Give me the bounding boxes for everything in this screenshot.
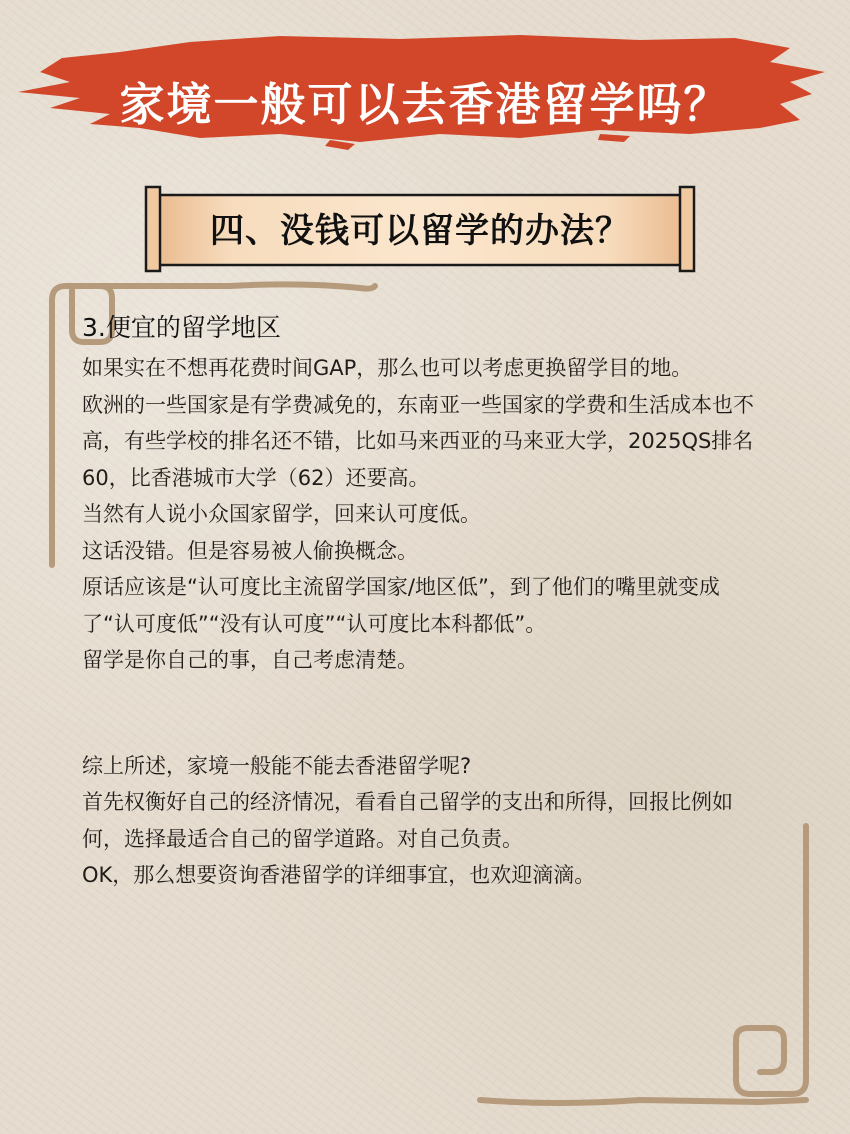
- conclusion-paragraph: 综上所述，家境一般能不能去香港留学呢?: [82, 753, 472, 778]
- section-title: 四、没钱可以留学的办法？: [210, 211, 630, 251]
- paragraph: 当然有人说小众国家留学，回来认可度低。: [82, 502, 481, 526]
- paragraph: 欧洲的一些国家是有学费减免的，东南亚一些国家的学费和生活成本也不高，有些学校的排名还不错，比如马来西亚的马来亚大学，2025QS排名60，比香港城市大学（62）还要高。: [82, 392, 754, 490]
- page-title: 家境一般可以去香港留学吗？: [119, 78, 731, 131]
- paragraph: 这话没错。但是容易被人偷换概念。: [82, 538, 418, 563]
- article-body: [82, 308, 772, 894]
- bottom-line-ornament: [480, 1100, 806, 1103]
- paragraph: 原话应该是“认可度比主流留学国家/地区低”，到了他们的嘴里就变成了“认可度低”“没有认可度”“认可度比本科都低”。: [82, 575, 720, 636]
- conclusion-paragraph: 首先权衡好自己的经济情况，看看自己留学的支出和所得，回报比例如何，选择最适合自己的留学道路。对自己负责。: [82, 790, 733, 851]
- section-heading: 3.便宜的留学地区: [82, 313, 281, 342]
- conclusion-paragraph: OK，那么想要资询香港留学的详细事宜，也欢迎滴滴。: [82, 863, 596, 887]
- top-line-ornament: [66, 284, 375, 288]
- spacer: [82, 679, 772, 748]
- paragraph: 如果实在不想再花费时间GAP，那么也可以考虑更换留学目的地。: [82, 356, 693, 380]
- paragraph: 留学是你自己的事，自己考虑清楚。: [82, 648, 418, 672]
